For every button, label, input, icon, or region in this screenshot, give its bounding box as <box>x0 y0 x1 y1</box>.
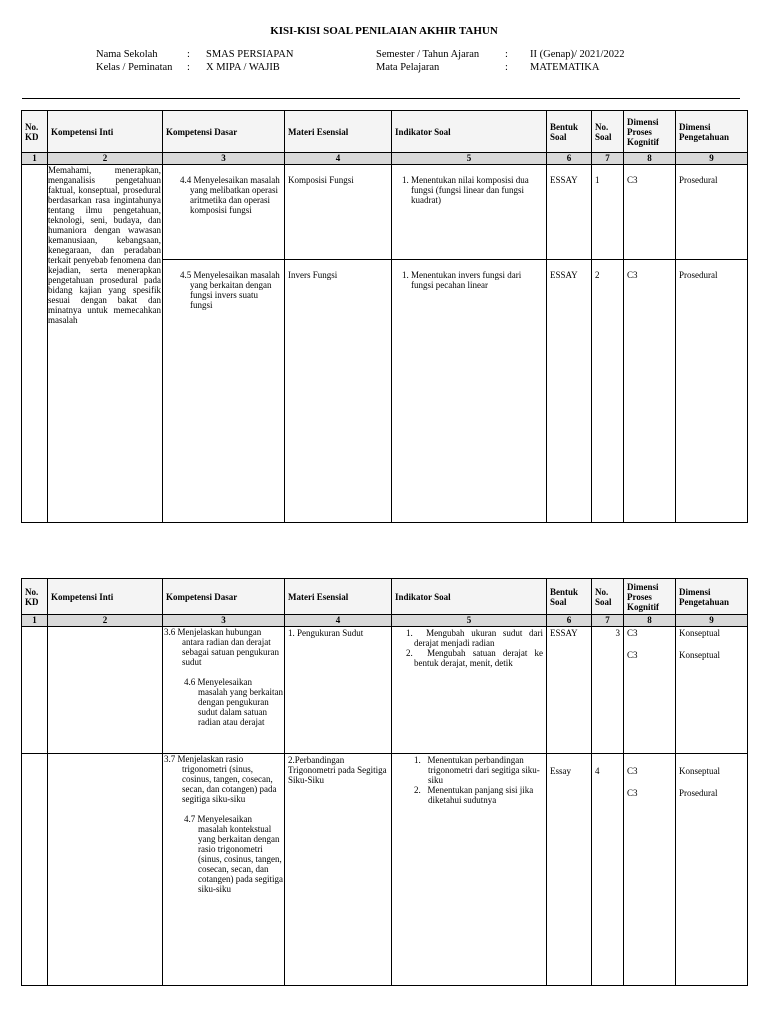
cell-indikator <box>392 165 547 260</box>
kd-text: Menyelesaikan masalah yang melibatkan operasi aritmetika dan operasi komposisi fungsi <box>190 175 280 215</box>
column-number: 9 <box>676 153 748 165</box>
col-header-indikator: Indikator Soal <box>392 111 547 153</box>
column-number: 1 <box>22 153 48 165</box>
cell-dim-proses <box>624 754 676 986</box>
dim-peng-value: Konseptual <box>679 766 720 776</box>
kd-text: Menyelesaikan masalah kontekstual yang berkaitan dengan rasio trigonometri (sinus, cosinus, tangen, cosecan, secan, dan cotangen) pada segitiga siku-siku <box>197 814 283 894</box>
cell-kompetensi-dasar <box>163 165 285 260</box>
indikator-item: 1. Menentukan invers fungsi dari fungsi pecahan linear <box>411 270 543 290</box>
column-number: 6 <box>547 153 592 165</box>
column-number: 5 <box>392 615 547 627</box>
kisi-table-1 <box>21 110 748 523</box>
cell-no-soal: 3 <box>592 627 624 754</box>
col-header-dim-proses: Dimensi Proses Kognitif <box>624 579 676 615</box>
cell-no-soal: 2 <box>592 260 624 523</box>
cell-bentuk: ESSAY <box>547 627 592 754</box>
col-header-ki: Kompetensi Inti <box>48 111 163 153</box>
kelas-value: X MIPA / WAJIB <box>206 62 280 73</box>
col-header-kd: Kompetensi Dasar <box>163 111 285 153</box>
dim-proses-value: C3 <box>627 766 638 776</box>
kd-number: 4.4 <box>180 175 192 185</box>
colon: : <box>505 49 508 60</box>
mapel-label: Mata Pelajaran <box>376 62 440 73</box>
cell-materi: Komposisi Fungsi <box>285 165 392 260</box>
cell-indikator <box>392 260 547 523</box>
col-header-dim-proses: Dimensi Proses Kognitif <box>624 111 676 153</box>
cell-kompetensi-dasar <box>163 754 285 986</box>
colon: : <box>187 49 190 60</box>
cell-materi: 2.Perbandingan Trigonometri pada Segitiga Siku-Siku <box>285 754 392 986</box>
col-header-materi: Materi Esensial <box>285 111 392 153</box>
column-number-row <box>22 153 748 165</box>
header-divider <box>22 98 740 99</box>
column-number: 4 <box>285 615 392 627</box>
kd-text: Menjelaskan rasio trigonometri (sinus, cosinus, tangen, cosecan, secan, dan cotangen) pada segitiga siku-siku <box>177 754 277 804</box>
col-header-ki: Kompetensi Inti <box>48 579 163 615</box>
column-number: 7 <box>592 615 624 627</box>
colon: : <box>187 62 190 73</box>
table-header-row <box>22 579 748 615</box>
cell-indikator: 1. Mengubah ukuran sudut dari derajat menjadi radian 2. Mengubah satuan derajat ke bentuk derajat, menit, detik <box>392 627 547 754</box>
table-row <box>22 165 748 260</box>
nama-sekolah-value: SMAS PERSIAPAN <box>206 49 294 60</box>
indikator-item: Mengubah satuan derajat ke bentuk derajat, menit, detik <box>414 648 543 668</box>
col-header-no-soal: No. Soal <box>592 579 624 615</box>
cell-bentuk: ESSAY <box>547 165 592 260</box>
dim-peng-value: Konseptual <box>679 650 720 660</box>
cell-dim-peng: Prosedural <box>676 260 748 523</box>
indikator-item: Menentukan perbandingan trigonometri dari segitiga siku-siku <box>427 755 540 785</box>
col-header-dim-peng: Dimensi Pengetahuan <box>676 111 748 153</box>
dim-peng-value: Konseptual <box>679 628 720 638</box>
cell-kompetensi-inti: Memahami, menerapkan, menganalisis pengetahuan faktual, konseptual, prosedural berdasarkan rasa ingintahunya tentang ilmu pengetahuan, teknologi, seni, budaya, dan humaniora dengan wawasan kemanusiaan, kebangsaan, kenegaraan, dan peradaban terkait penyebab fenomena dan kejadian, serta menerapkan pengetahuan prosedural pada bidang kajian yang spesifik sesuai dengan bakat dan minatnya untuk memecahkan masalah <box>48 165 163 523</box>
nama-sekolah-label: Nama Sekolah <box>96 49 158 60</box>
cell-dim-peng <box>676 754 748 986</box>
cell-no-kd <box>22 165 48 523</box>
cell-indikator: 1. Menentukan perbandingan trigonometri dari segitiga siku-siku 2. Menentukan panjang sisi jika diketahui sudutnya <box>392 754 547 986</box>
table-row <box>22 754 748 986</box>
cell-no-soal: 1 <box>592 165 624 260</box>
col-header-no-kd: No. KD <box>22 579 48 615</box>
column-number: 9 <box>676 615 748 627</box>
cell-kompetensi-inti <box>48 754 163 986</box>
kd-number: 4.5 <box>180 270 192 280</box>
semester-label: Semester / Tahun Ajaran <box>376 49 480 60</box>
kd-number: 4.7 <box>184 814 196 824</box>
column-number: 8 <box>624 153 676 165</box>
col-header-materi: Materi Esensial <box>285 579 392 615</box>
column-number: 2 <box>48 615 163 627</box>
kd-number: 4.6 <box>184 677 196 687</box>
column-number: 5 <box>392 153 547 165</box>
kd-number: 3.7 <box>164 754 176 764</box>
col-header-dim-peng: Dimensi Pengetahuan <box>676 579 748 615</box>
cell-no-soal: 4 <box>592 754 624 986</box>
kisi-table-2 <box>21 578 748 986</box>
dim-proses-value: C3 <box>627 628 638 638</box>
colon: : <box>505 62 508 73</box>
cell-kompetensi-dasar <box>163 627 285 754</box>
kelas-label: Kelas / Peminatan <box>96 62 173 73</box>
kd-number: 3.6 <box>164 627 176 637</box>
table-row <box>22 627 748 754</box>
document-title: KISI-KISI SOAL PENILAIAN AKHIR TAHUN <box>270 25 498 37</box>
column-number: 3 <box>163 153 285 165</box>
column-number: 3 <box>163 615 285 627</box>
col-header-indikator: Indikator Soal <box>392 579 547 615</box>
cell-dim-peng <box>676 627 748 754</box>
dim-proses-value: C3 <box>627 788 638 798</box>
column-number: 7 <box>592 153 624 165</box>
column-number: 4 <box>285 153 392 165</box>
cell-bentuk: ESSAY <box>547 260 592 523</box>
cell-no-kd <box>22 754 48 986</box>
mapel-value: MATEMATIKA <box>530 62 600 73</box>
cell-kompetensi-inti <box>48 627 163 754</box>
col-header-no-kd: No. KD <box>22 111 48 153</box>
cell-materi: 1. Pengukuran Sudut <box>285 627 392 754</box>
indikator-item: Menentukan panjang sisi jika diketahui sudutnya <box>427 785 534 805</box>
col-header-no-soal: No. Soal <box>592 111 624 153</box>
cell-no-kd <box>22 627 48 754</box>
column-number-row <box>22 615 748 627</box>
indikator-item: 1. Menentukan nilai komposisi dua fungsi (fungsi linear dan fungsi kuadrat) <box>411 175 543 205</box>
cell-dim-proses: C3 <box>624 260 676 523</box>
cell-dim-proses: C3 <box>624 165 676 260</box>
col-header-bentuk: Bentuk Soal <box>547 111 592 153</box>
column-number: 1 <box>22 615 48 627</box>
dim-peng-value: Prosedural <box>679 788 718 798</box>
cell-dim-proses <box>624 627 676 754</box>
cell-dim-peng: Prosedural <box>676 165 748 260</box>
table-header-row <box>22 111 748 153</box>
cell-kompetensi-dasar <box>163 260 285 523</box>
indikator-item: Mengubah ukuran sudut dari derajat menjadi radian <box>414 628 544 648</box>
col-header-bentuk: Bentuk Soal <box>547 579 592 615</box>
col-header-kd: Kompetensi Dasar <box>163 579 285 615</box>
cell-bentuk: Essay <box>547 754 592 986</box>
column-number: 2 <box>48 153 163 165</box>
kd-text: Menjelaskan hubungan antara radian dan derajat sebagai satuan pengukuran sudut <box>177 627 279 667</box>
kd-text: Menyelesaikan masalah yang berkaitan dengan fungsi invers suatu fungsi <box>190 270 280 310</box>
dim-proses-value: C3 <box>627 650 638 660</box>
kd-text: Menyelesaikan masalah yang berkaitan dengan pengukuran sudut dalam satuan radian atau derajat <box>197 677 283 727</box>
column-number: 8 <box>624 615 676 627</box>
semester-value: II (Genap)/ 2021/2022 <box>530 49 625 60</box>
column-number: 6 <box>547 615 592 627</box>
cell-materi: Invers Fungsi <box>285 260 392 523</box>
